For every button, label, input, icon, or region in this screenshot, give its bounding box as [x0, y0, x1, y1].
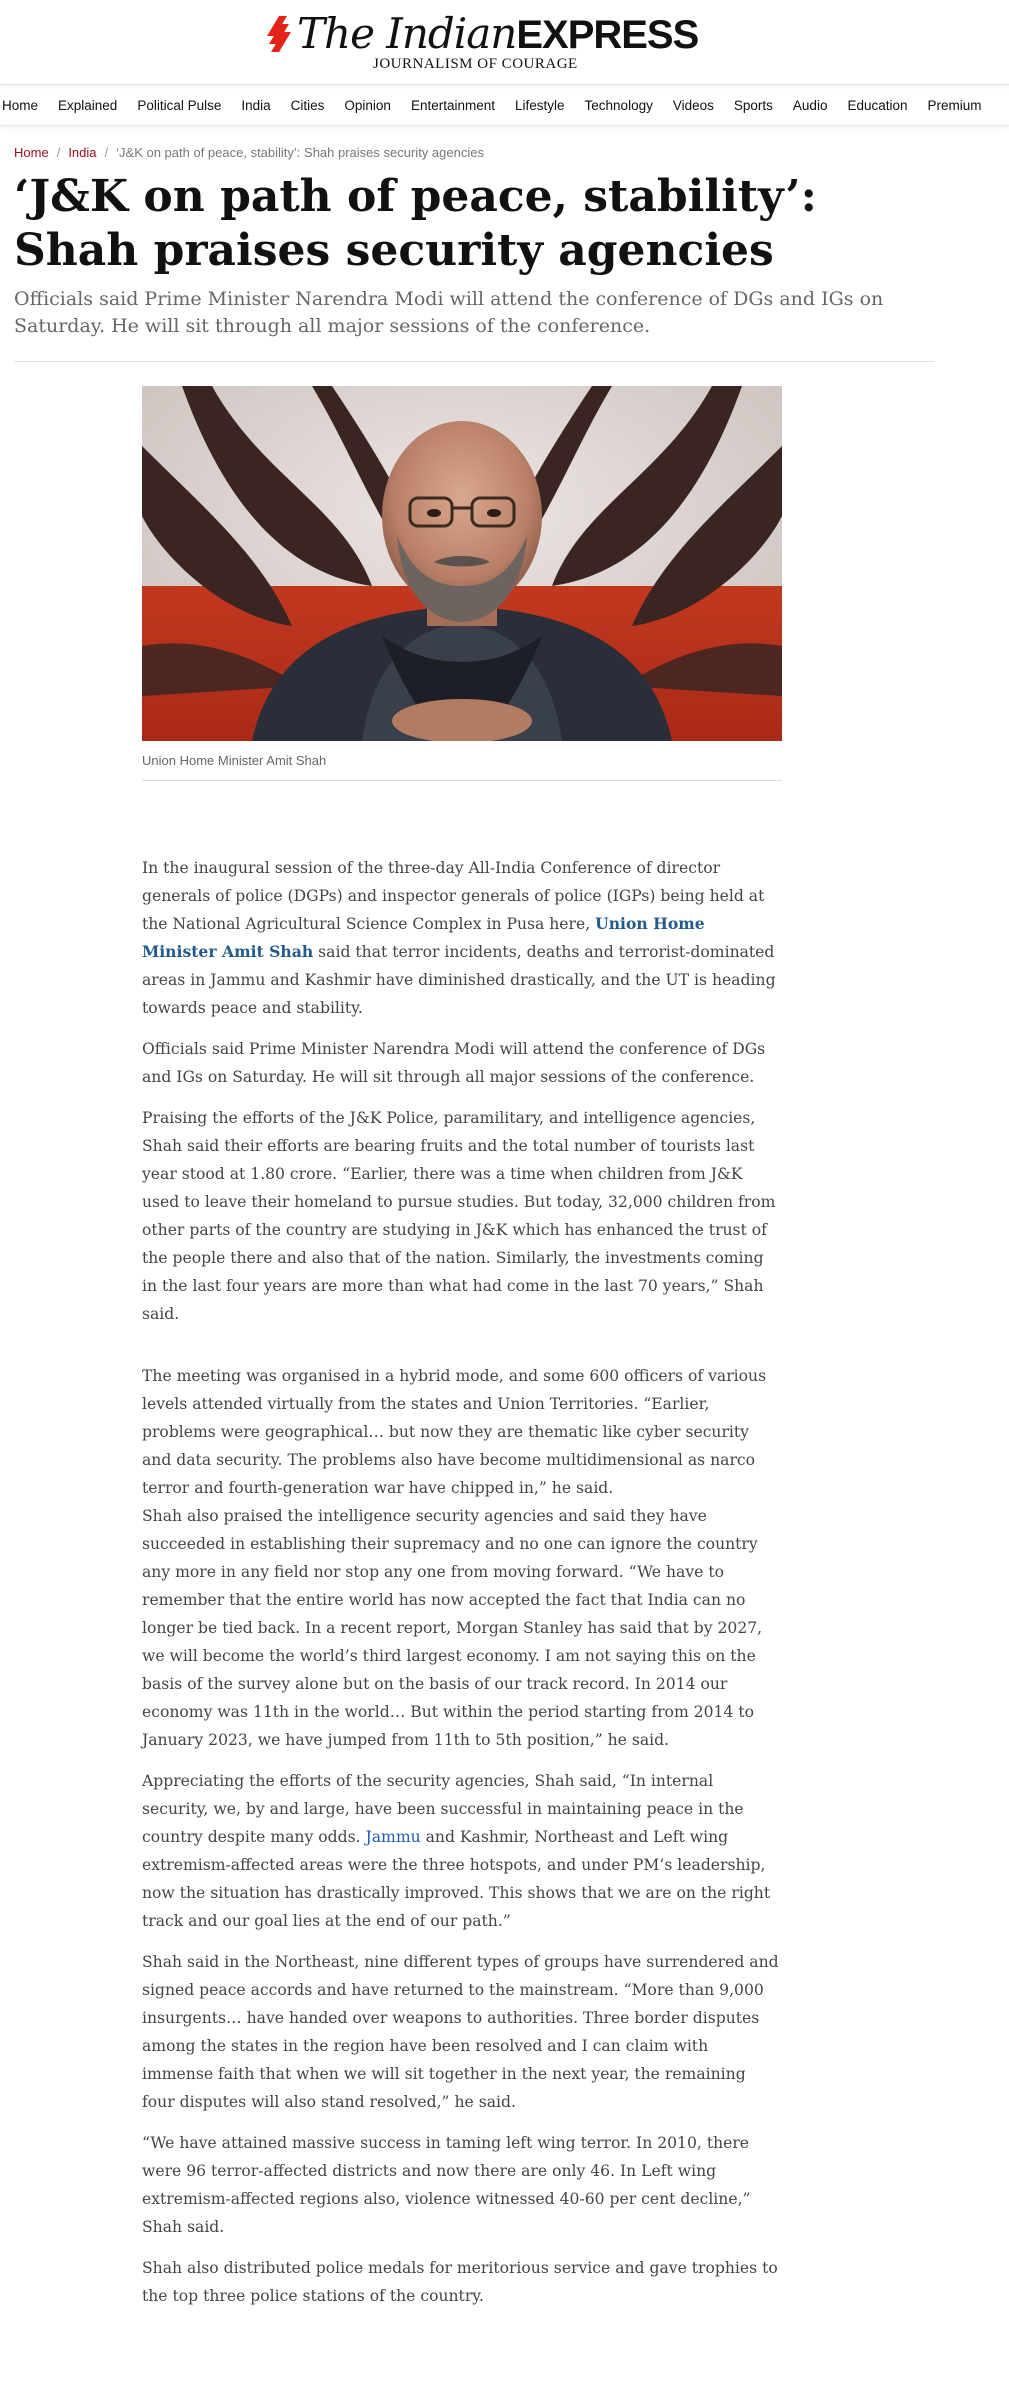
article-figure: [142, 386, 782, 781]
site-header: [0, 0, 1009, 85]
article-synopsis: Officials said Prime Minister Narendra Modi will attend the conference of DGs and IGs on Saturday. He will sit through all major sessions of the conference.: [14, 288, 884, 337]
breadcrumb-current: ‘J&K on path of peace, stability’: Shah praises security agencies: [116, 145, 484, 160]
nav-item-opinion[interactable]: Opinion: [344, 97, 391, 113]
nav-item-lifestyle[interactable]: Lifestyle: [515, 97, 565, 113]
nav-item-videos[interactable]: Videos: [672, 97, 714, 113]
article-paragraph: Officials said Prime Minister Narendra Modi will attend the conference of DGs and IGs on Saturday. He will sit through all major sessions of the conference.: [142, 1040, 766, 1086]
article-paragraph: In the inaugural session of the three-day All-India Conference of director generals of police (DGPs) and inspector generals of police (IGPs) being held at the National Agricultural Science Complex in Pusa here, Union Home Minister Amit Shah said that terror incidents, deaths and terrorist-dominated areas in Jammu and Kashmir have diminished drastically, and the UT is heading towards peace and stability.: [142, 859, 776, 1017]
nav-item-audio[interactable]: Audio: [792, 97, 828, 113]
breadcrumb-home[interactable]: Home: [14, 145, 49, 160]
brand-name: The IndianEXPRESS: [297, 9, 699, 58]
article-paragraph: Shah said in the Northeast, nine different types of groups have surrendered and signed peace accords and have returned to the mainstream. “More than 9,000 insurgents… have handed over weapons to authorities. Three border disputes among the states in the region have been resolved and I can claim with immense faith that when we will sit together in the next year, the remaining four disputes will also stand resolved,” he said.: [142, 1953, 779, 2111]
nav-item-entertainment[interactable]: Entertainment: [410, 97, 495, 113]
express-logo-icon: [263, 14, 297, 56]
divider: [14, 361, 934, 362]
article-title: ‘J&K on path of peace, stability’: Shah praises security agencies: [14, 171, 817, 276]
nav-item-sports[interactable]: Sports: [733, 97, 773, 113]
article-paragraph: The meeting was organised in a hybrid mode, and some 600 officers of various levels attended virtually from the states and Union Territories. “Earlier, problems were geographical… but now they are thematic like cyber security and data security. The problems also have become multidimensional as narco terror and fourth-generation war have chipped in,” he said.: [142, 1367, 767, 1497]
breadcrumb: [14, 145, 484, 160]
breadcrumb-separator: /: [56, 145, 61, 160]
inline-link-jammu[interactable]: Jammu: [365, 1828, 421, 1846]
nav-item-political-pulse[interactable]: Political Pulse: [137, 97, 222, 113]
article-paragraph: “We have attained massive success in taming left wing terror. In 2010, there were 96 terror-affected districts and now there are only 46. In Left wing extremism-affected regions also, violence witnessed 40-60 per cent decline,” Shah said.: [142, 2134, 751, 2236]
article-paragraph: Appreciating the efforts of the security agencies, Shah said, “In internal security, we, by and large, have been successful in maintaining peace in the country despite many odds. Jammu and Kashmir, Northeast and Left wing extremism-affected areas were the three hotspots, and under PM’s leadership, now the situation has drastically improved. This shows that we are on the right track and our goal lies at the end of our path.”: [142, 1772, 771, 1930]
nav-item-technology[interactable]: Technology: [584, 97, 653, 113]
article-paragraph: Shah also distributed police medals for meritorious service and gave trophies to the top three police stations of the country.: [142, 2259, 778, 2305]
breadcrumb-separator: /: [104, 145, 109, 160]
brand-tagline: JOURNALISM OF COURAGE: [373, 56, 578, 72]
article-photo: [142, 386, 782, 741]
inline-link-amit-shah[interactable]: Union Home Minister Amit Shah: [142, 914, 705, 961]
breadcrumb-section[interactable]: India: [68, 145, 97, 160]
article-paragraph: Praising the efforts of the J&K Police, paramilitary, and intelligence agencies, Shah said their efforts are bearing fruits and the total number of tourists last year stood at 1.80 crore. “Earlier, there was a time when children from J&K used to leave their homeland to pursue studies. But today, 32,000 children from other parts of the country are studying in J&K which has enhanced the trust of the people there and also that of the nation. Similarly, the investments coming in the last four years are more than what had come in the last 70 years,” Shah said.: [142, 1109, 776, 1323]
article-body: [142, 854, 782, 2323]
nav-item-india[interactable]: India: [241, 97, 271, 113]
nav-item-cities[interactable]: Cities: [290, 97, 325, 113]
image-caption: Union Home Minister Amit Shah: [142, 753, 782, 781]
article-paragraph: Shah also praised the intelligence security agencies and said they have succeeded in establishing their supremacy and no one can ignore the country any more in any field nor stop any one from moving forward. “We have to remember that the entire world has now accepted the fact that India can no longer be tied back. In a recent report, Morgan Stanley has said that by 2027, we will become the world’s third largest economy. I am not saying this on the basis of the survey alone but on the basis of our track record. In 2014 our economy was 11th in the world… But within the period starting from 2014 to January 2023, we have jumped from 11th to 5th position,” he said.: [142, 1507, 763, 1749]
nav-item-home[interactable]: Home: [2, 97, 39, 113]
main-nav: [0, 85, 1009, 126]
nav-item-explained[interactable]: Explained: [58, 97, 118, 113]
nav-item-premium[interactable]: Premium: [927, 97, 982, 113]
nav-item-education[interactable]: Education: [847, 97, 908, 113]
site-logo[interactable]: [263, 8, 699, 74]
